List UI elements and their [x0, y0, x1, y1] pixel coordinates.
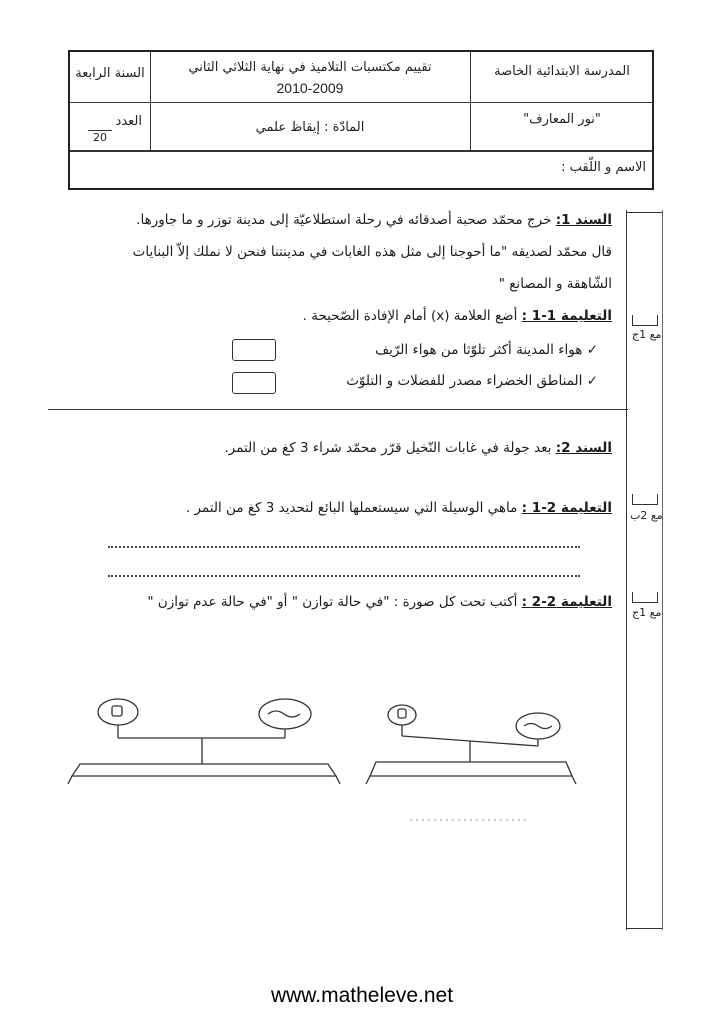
grade-level: السنة الرابعة	[75, 66, 145, 81]
section1-line2: قال محمّد لصديقه "ما أحوجنا إلى مثل هذه الغابات في مدينتنا فنحن لا نملك إلاّ البنايات	[132, 244, 612, 260]
score-total: 20	[88, 130, 112, 144]
task-2-1-text: ماهي الوسيلة التي سيستعملها البائع لتحديد 3 كغ من التمر .	[185, 500, 518, 516]
section2-label: السند 2:	[555, 440, 612, 456]
criterion-box[interactable]	[632, 315, 658, 326]
section1-line1: خرج محمّد صحبة أصدقائه في رحلة استطلاعيّة إلى مدينة توزر و ما جاورها.	[136, 212, 552, 228]
dates-icon	[268, 711, 300, 717]
balance-drawings	[60, 680, 600, 840]
answer-line[interactable]	[108, 546, 580, 548]
section1-label: السند 1:	[555, 212, 612, 228]
section1-support	[136, 212, 612, 228]
criterion-mark: مع 2ب	[630, 509, 663, 522]
header-table	[68, 50, 654, 190]
option-text: هواء المدينة أكثر تلوّثا من هواء الرّيف	[375, 342, 583, 358]
margin-line	[626, 212, 662, 213]
school-label: المدرسة الابتدائية الخاصة	[494, 64, 630, 79]
task-2-1	[186, 500, 612, 516]
task-1-1-text: أضع العلامة (x) أمام الإفادة الصّحيحة .	[302, 308, 518, 324]
option-item	[375, 342, 598, 358]
task-2-1-label: التعليمة 2-1 :	[521, 500, 612, 516]
score-label: العدد	[115, 114, 142, 129]
school-name: "نور المعارف"	[523, 112, 601, 127]
header-divider	[70, 150, 652, 152]
footer-url[interactable]: www.matheleve.net	[270, 984, 454, 1007]
answer-box[interactable]	[232, 339, 276, 361]
task-2-2-label: التعليمة 2-2 :	[521, 594, 612, 610]
check-icon: ✓	[586, 373, 598, 389]
option-text: المناطق الخضراء مصدر للفضلات و التلوّث	[346, 373, 583, 389]
header-divider	[470, 52, 471, 150]
section2-text: بعد جولة في غابات النّخيل قرّر محمّد شراء 3 كغ من التمر.	[224, 440, 552, 456]
section-divider	[48, 409, 628, 410]
pan-left	[98, 699, 138, 725]
criterion-mark: مع 1ج	[632, 606, 662, 619]
dates-icon	[524, 724, 552, 729]
margin-line	[626, 928, 662, 929]
criterion-mark: مع 1ج	[632, 328, 662, 341]
criterion-box[interactable]	[632, 592, 658, 603]
option-item	[346, 373, 598, 389]
header-divider	[150, 52, 151, 150]
subject: المادّة : إيقاظ علمي	[255, 120, 365, 135]
school-year: 2010-2009	[276, 80, 344, 96]
margin-line	[626, 210, 627, 930]
balance-equilibrium	[68, 699, 340, 784]
weight-icon	[398, 709, 406, 718]
task-2-2	[147, 594, 612, 610]
section1-line3: الشّاهقة و المصانع "	[498, 276, 612, 292]
task-1-1	[303, 308, 612, 324]
task-2-2-text: أكتب تحت كل صورة : "في حالة توازن " أو "في حالة عدم توازن "	[147, 594, 518, 610]
task-1-1-label: التعليمة 1-1 :	[521, 308, 612, 324]
answer-box[interactable]	[232, 372, 276, 394]
balance-disequilibrium	[366, 705, 576, 784]
header-divider	[70, 102, 652, 103]
section2-support	[224, 440, 612, 456]
criterion-box[interactable]	[632, 494, 658, 505]
page-title: تقييم مكتسبات التلاميذ في نهاية الثلاثي الثاني	[188, 60, 432, 75]
check-icon: ✓	[586, 342, 598, 358]
margin-line	[662, 210, 663, 930]
answer-line[interactable]	[108, 575, 580, 577]
pan-left	[388, 705, 416, 725]
weight-icon	[112, 706, 122, 716]
name-field-label[interactable]: الاسم و اللّقب :	[561, 160, 646, 175]
